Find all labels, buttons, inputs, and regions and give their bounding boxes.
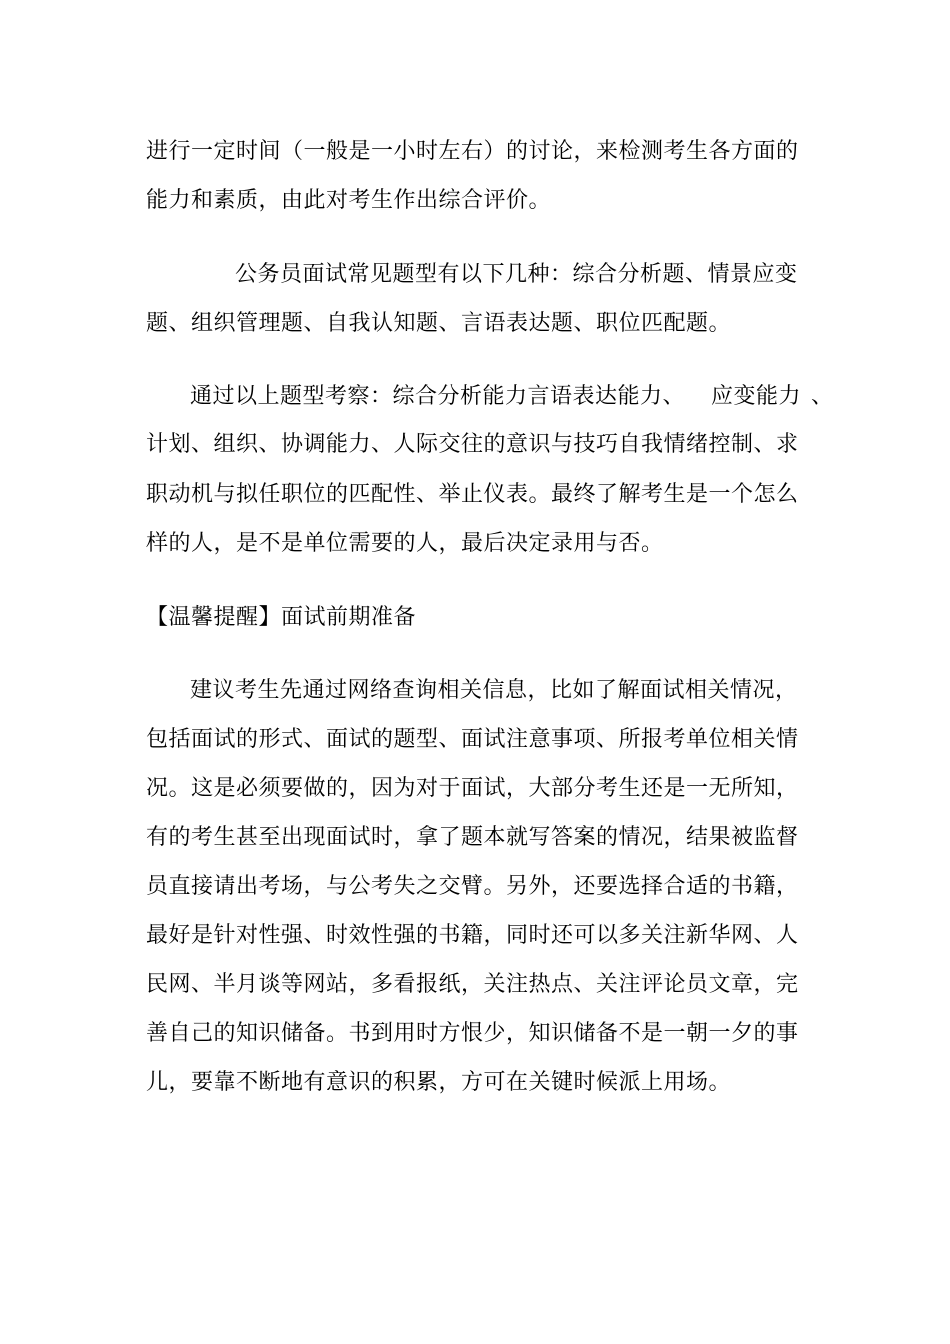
paragraph-1-line-2: 能力和素质，由此对考生作出综合评价。 — [146, 188, 552, 213]
paragraph-3-line-2: 计划、组织、协调能力、人际交往的意识与技巧自我情绪控制、求 — [146, 432, 799, 457]
paragraph-4-line-1: 建议考生先通过网络查询相关信息，比如了解面试相关情况， — [190, 678, 798, 703]
section-heading: 【温馨提醒】面试前期准备 — [146, 605, 417, 630]
paragraph-1-line-1: 进行一定时间（一般是一小时左右）的讨论，来检测考生各方面的 — [146, 139, 799, 164]
paragraph-4-line-3: 况。这是必须要做的，因为对于面试，大部分考生还是一无所知， — [146, 776, 799, 801]
paragraph-4-line-8: 善自己的知识储备。书到用时方恨少，知识储备不是一朝一夕的事 — [146, 1021, 799, 1046]
paragraph-4-line-6: 最好是针对性强、时效性强的书籍，同时还可以多关注新华网、人 — [146, 923, 799, 948]
paragraph-4-line-2: 包括面试的形式、面试的题型、面试注意事项、所报考单位相关情 — [146, 727, 799, 752]
paragraph-3-line-1-part-2: 应变能力 — [711, 384, 802, 409]
paragraph-4-line-5: 员直接请出考场，与公考失之交臂。另外，还要选择合适的书籍， — [146, 874, 799, 899]
paragraph-4-line-7: 民网、半月谈等网站，多看报纸，关注热点、关注评论员文章，完 — [146, 972, 799, 997]
paragraph-3-line-1 — [190, 383, 834, 411]
paragraph-3-line-1-part-1: 通过以上题型考察：综合分析能力言语表达能力、 — [190, 384, 686, 409]
paragraph-3-line-1-part-3: 、 — [811, 384, 834, 409]
paragraph-4-line-4: 有的考生甚至出现面试时，拿了题本就写答案的情况，结果被监督 — [146, 825, 799, 850]
paragraph-3-line-4: 样的人，是不是单位需要的人，最后决定录用与否。 — [146, 531, 664, 556]
paragraph-2-line-2: 题、组织管理题、自我认知题、言语表达题、职位匹配题。 — [146, 311, 732, 336]
paragraph-4-line-9: 儿，要靠不断地有意识的积累，方可在关键时候派上用场。 — [146, 1070, 732, 1095]
paragraph-3-line-3: 职动机与拟任职位的匹配性、举止仪表。最终了解考生是一个怎么 — [146, 482, 799, 507]
paragraph-2-line-1: 公务员面试常见题型有以下几种：综合分析题、情景应变 — [235, 262, 798, 287]
